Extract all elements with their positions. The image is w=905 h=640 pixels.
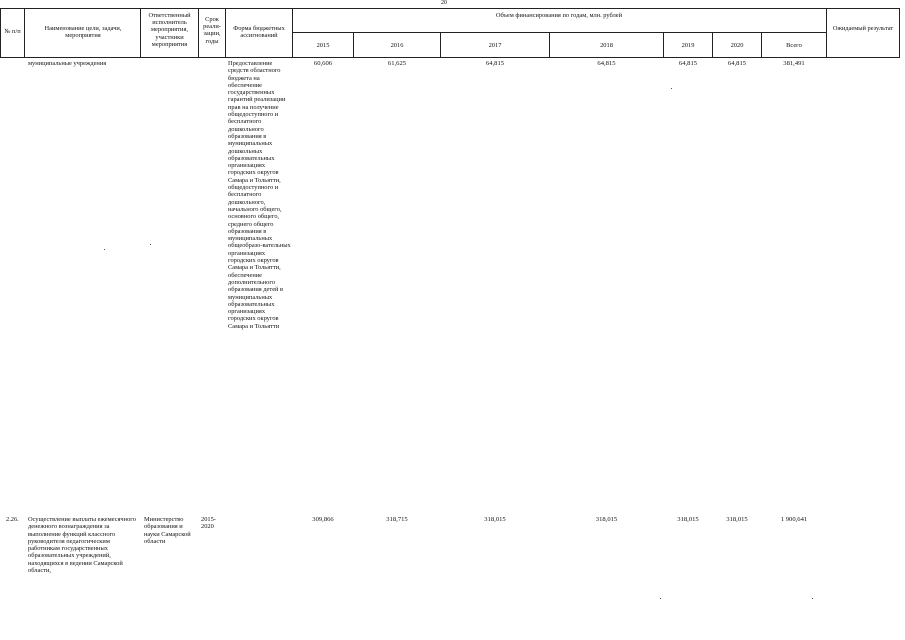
row-2-resp: Министерство образования и науки Самарской области [144,516,191,545]
row-2-value-total: 1 900,641 [780,516,808,523]
col-sep-term [225,8,226,58]
row-2-value-2015: 309,866 [312,516,334,523]
header-num: № п/п [4,28,21,35]
row-2-value-2017: 318,015 [484,516,506,523]
header-total: Всего [786,42,802,49]
header-name: Наименование цели, задачи, мероприятия [44,25,122,40]
row-2-value-2016: 318,715 [386,516,408,523]
scan-speck [150,244,151,245]
row-1-form: Предоставление средств областного бюджета на обеспечение государственных гарантий реализации прав на получение общедоступного и бесплатного дошкольного образования в муниципальных дошкольных образовательных организациях городских округов Самара и Тольятти, общедоступного и бесплатного дошкольного, начального общего, основного общего, среднего общего образования в муниципальных общеобразо-вательных организациях городских округов Самара и Тольятти, обеспечение дополнительного образования детей в муниципальных образовательных организациях городских округов Самара и Тольятти [228,60,291,330]
scan-speck [104,249,105,250]
header-result: Ожидаемый результат [832,25,894,32]
row-1-value-total: 381,491 [783,60,805,67]
row-1-name: муниципальные учреждения [28,60,107,67]
scan-speck [660,598,661,599]
header-funding: Объем финансирования по годам, млн. рублей [495,12,623,19]
row-2-value-2018: 318,015 [595,516,618,523]
financing-table [0,8,900,640]
page-number: 20 [441,0,447,6]
col-sep-name [140,8,141,58]
row-1-value-2019: 64,815 [678,60,698,67]
header-year-2020: 2020 [730,42,744,49]
header-form: Форма бюджетных ассигнований [233,25,285,40]
scan-speck [671,88,672,89]
header-bottom-border [0,57,900,58]
table-top-border [0,8,900,9]
years-row-top-border [292,32,826,33]
row-1-value-2015: 60,606 [313,60,333,67]
col-sep-total [826,8,827,58]
row-1-value-2017: 64,815 [485,60,505,67]
row-2-term: 2015-2020 [201,516,216,531]
header-year-2017: 2017 [488,42,502,49]
header-resp: Ответственный исполнитель мероприятия, участники мероприятия [148,12,191,48]
col-sep-num [24,8,25,58]
header-term: Срок реали-зации, годы [203,16,221,45]
header-year-2016: 2016 [390,42,404,49]
col-sep-resp [198,8,199,58]
row-2-value-2020: 318,015 [726,516,748,523]
scan-speck [812,598,813,599]
row-1-value-2016: 61,625 [387,60,407,67]
row-2-num: 2.26. [6,516,19,523]
header-year-2018: 2018 [600,42,613,49]
table-right-border [899,8,900,58]
header-year-2019: 2019 [681,42,695,49]
header-year-2015: 2015 [316,42,330,49]
row-2-name: Осуществление выплаты ежемесячного денежного вознаграждения за выполнение функций классного руководителя педагогическим работникам государственных образовательных учреждений, находящихся в ведении Самарской области, [28,516,136,575]
row-2-value-2019: 318,015 [677,516,699,523]
row-1-value-2018: 64,815 [597,60,616,67]
row-1-value-2020: 64,815 [727,60,747,67]
